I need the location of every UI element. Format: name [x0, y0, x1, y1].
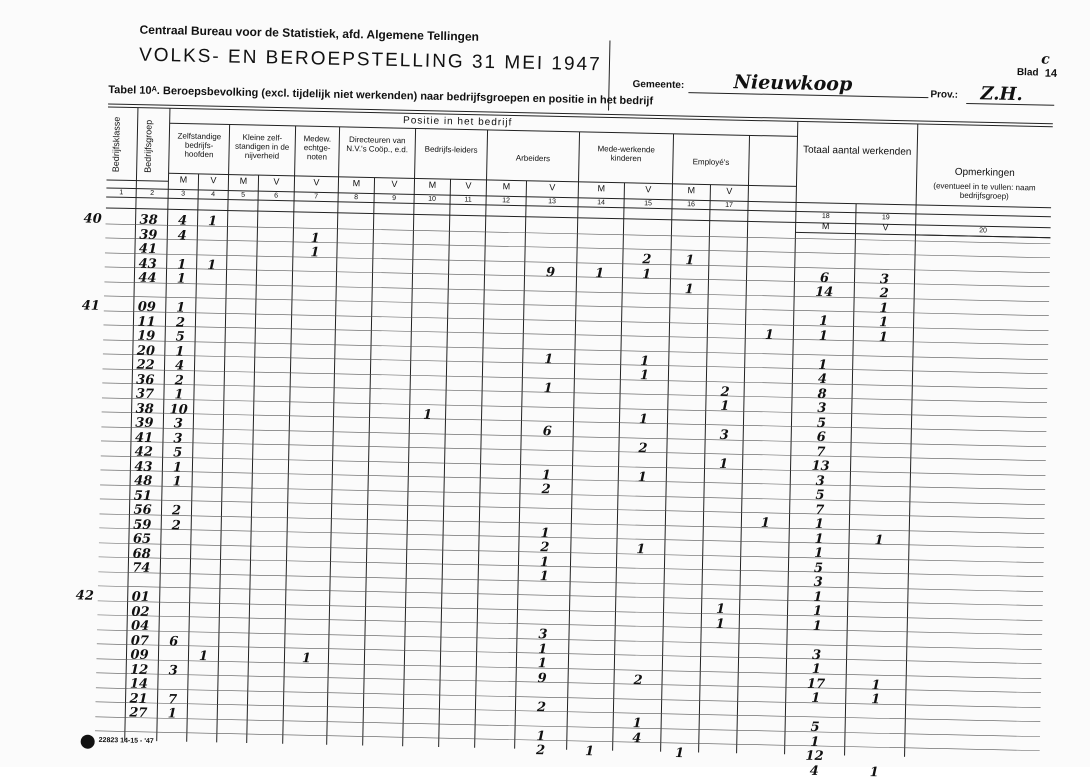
count-cell-c12: 1 — [540, 525, 550, 541]
bedrijfsgroep-value: 02 — [131, 604, 150, 620]
col-medewerkende: Mede-werkende kinderen — [597, 144, 655, 164]
table-title: Tabel 10ᴬ. Beroepsbevolking (excl. tijdelijk niet werkenden) naar bedrijfsgroepen en positie in het bedrijf — [108, 83, 654, 108]
count-cell-c10: 1 — [422, 407, 433, 423]
count-cell-c18: 5 — [810, 719, 820, 736]
col-number: 13 — [548, 198, 557, 206]
m-label: M — [179, 174, 188, 185]
count-cell-c12: 1 — [538, 641, 548, 657]
count-cell-c18: 1 — [811, 690, 821, 707]
count-cell-c13: 1 — [594, 265, 605, 281]
count-cell-c18: 1 — [813, 589, 823, 605]
count-cell-c12: 1 — [541, 467, 552, 483]
v-label: V — [882, 222, 889, 233]
count-cell-c18: 3 — [813, 574, 823, 591]
count-cell-c17: 1 — [760, 515, 771, 531]
bedrijfsgroep-value: 56 — [133, 502, 152, 518]
bedrijfsgroep-value: 12 — [130, 662, 149, 678]
count-cell-c14: 1 — [639, 368, 650, 384]
positie-header: Positie in het bedrijf — [402, 115, 513, 129]
count-cell-c18: 3 — [817, 400, 827, 417]
bedrijfsgroep-value: 65 — [132, 531, 152, 547]
count-cell-c14: 4 — [632, 730, 642, 746]
count-cell-c12: 1 — [539, 569, 549, 585]
count-cell-c17: 1 — [764, 327, 775, 343]
bedrijfsgroep-value: 20 — [136, 343, 156, 359]
data-rows — [75, 10, 1069, 780]
count-cell-c18: 13 — [811, 458, 830, 475]
count-cell-c19: 1 — [871, 677, 881, 693]
bedrijfsgroep-value: 21 — [129, 691, 148, 707]
bedrijfsgroep-value: 01 — [131, 589, 150, 605]
count-cell-c3: 3 — [168, 662, 178, 679]
col-number: 12 — [502, 197, 511, 205]
m-label: M — [428, 179, 437, 190]
bedrijfsgroep-value: 68 — [132, 546, 151, 562]
col-bedrijfsleiders: Bedrijfs-leiders — [424, 144, 478, 155]
col-number: 17 — [725, 201, 734, 210]
v-label: V — [465, 180, 472, 191]
count-cell-c12: 9 — [537, 670, 547, 686]
blad-letter: c — [1040, 51, 1050, 68]
col-number: 6 — [274, 192, 279, 200]
count-cell-c18: 1 — [818, 357, 828, 373]
count-cell-c3: 6 — [169, 633, 179, 650]
col-number: 19 — [881, 214, 890, 222]
bedrijfsklasse-value: 41 — [81, 298, 101, 314]
col-kleine: Kleine zelf-standigen in de nijverheid — [234, 132, 290, 161]
count-cell-c18: 4 — [809, 763, 819, 779]
bedrijfsgroep-value: 38 — [135, 401, 154, 417]
count-cell-c3: 1 — [176, 256, 187, 273]
m-label: M — [821, 220, 830, 232]
col-number: 8 — [354, 194, 359, 202]
bureau-line: Centraal Bureau voor de Statistiek, afd. Algemene Tellingen — [139, 22, 480, 44]
count-cell-c3: 1 — [172, 474, 182, 490]
count-cell-c18: 12 — [805, 748, 824, 765]
prov-value: Z.H. — [980, 83, 1024, 106]
col-number: 1 — [119, 189, 124, 197]
count-cell-c18: 1 — [812, 603, 823, 620]
census-form — [75, 10, 1069, 780]
count-cell-c4: 1 — [198, 649, 209, 665]
count-cell-c14: 2 — [633, 672, 643, 688]
count-cell-c18: 6 — [819, 270, 830, 286]
m-label: M — [352, 178, 361, 189]
count-cell-c3: 10 — [169, 401, 188, 418]
count-cell-c19: 3 — [879, 271, 890, 287]
col-number: 10 — [428, 195, 437, 203]
col-number: 2 — [150, 189, 155, 197]
count-cell-c18: 1 — [814, 531, 824, 547]
bedrijfsgroep-value: 04 — [130, 618, 150, 634]
count-cell-c19: 1 — [878, 315, 889, 331]
count-cell-c18: 1 — [814, 545, 824, 562]
count-cell-c14: 1 — [640, 353, 650, 369]
count-cell-c18: 1 — [810, 734, 820, 750]
count-cell-c12: 3 — [538, 627, 548, 643]
count-cell-c19: 1 — [879, 300, 889, 316]
col-number: 16 — [687, 201, 696, 209]
count-cell-c12: 1 — [539, 554, 550, 570]
count-cell-c3: 4 — [174, 358, 185, 374]
count-cell-c16: 1 — [720, 398, 730, 415]
bedrijfsgroep-value: 48 — [133, 473, 153, 489]
count-cell-c3: 1 — [175, 343, 185, 360]
count-cell-c3: 4 — [177, 213, 188, 229]
count-cell-c3: 3 — [173, 430, 183, 447]
v-label: V — [645, 184, 652, 195]
bedrijfsgroep-value: 59 — [133, 517, 152, 533]
count-cell-c12: 2 — [540, 540, 550, 556]
col-opmerkingen-sub: (eventueel in te vullen: naam bedrijfsgroep) — [933, 181, 1036, 201]
count-cell-c19: 1 — [869, 764, 879, 780]
col-medew: Medew. echtge-noten — [303, 134, 332, 162]
count-cell-c18: 6 — [816, 429, 826, 446]
bedrijfsgroep-value: 43 — [134, 459, 153, 475]
gemeente-value: Nieuwkoop — [733, 71, 853, 96]
count-cell-c14: 1 — [641, 266, 652, 282]
col-number: 9 — [392, 194, 397, 203]
count-cell-c18: 5 — [816, 415, 827, 431]
count-cell-c18: 5 — [815, 487, 825, 504]
bedrijfsgroep-value: 22 — [136, 357, 155, 374]
count-cell-c13: 1 — [584, 744, 595, 760]
m-label: M — [502, 181, 511, 192]
count-cell-c18: 5 — [813, 560, 824, 576]
count-cell-c15: 1 — [684, 282, 694, 298]
count-cell-c3: 2 — [174, 372, 184, 389]
count-cell-c19: 1 — [878, 329, 888, 345]
count-cell-c18: 1 — [814, 516, 825, 533]
count-cell-c18: 4 — [817, 371, 828, 388]
count-cell-c18: 1 — [818, 313, 829, 330]
bedrijfsklasse-value: 40 — [83, 211, 102, 227]
count-cell-c18: 8 — [817, 386, 827, 402]
count-cell-c18: 1 — [812, 618, 822, 634]
count-cell-c14: 1 — [638, 411, 649, 427]
col-number: 3 — [181, 190, 186, 198]
col-number: 7 — [314, 193, 319, 201]
count-cell-c15: 1 — [674, 745, 685, 762]
count-cell-c12: 9 — [545, 264, 556, 280]
col-number: 20 — [979, 227, 988, 235]
col-totaal: Totaal aantal werkenden — [802, 144, 912, 158]
count-cell-c14: 1 — [636, 542, 646, 558]
col-arbeiders: Arbeiders — [515, 153, 551, 164]
count-cell-c12: 2 — [541, 482, 551, 498]
col-number: 14 — [597, 199, 606, 207]
bedrijfsgroep-value: 39 — [135, 415, 154, 431]
count-cell-c14: 2 — [638, 440, 648, 456]
bedrijfsgroep-value: 39 — [139, 227, 158, 243]
count-cell-c3: 3 — [173, 416, 184, 432]
count-cell-c16: 1 — [718, 456, 729, 473]
count-cell-c12: 1 — [537, 656, 548, 672]
count-cell-c7: 1 — [310, 230, 320, 246]
count-cell-c3: 5 — [173, 445, 183, 461]
col-number: 18 — [821, 212, 830, 221]
v-label: V — [210, 175, 217, 186]
count-cell-c12: 1 — [536, 728, 546, 744]
col-bedrijfsgroep: Bedrijfsgroep — [142, 119, 154, 173]
count-cell-c14: 2 — [642, 252, 652, 268]
col-number: 15 — [644, 200, 653, 208]
count-cell-c14: 1 — [632, 716, 642, 732]
col-number: 11 — [464, 196, 472, 204]
count-cell-c16: 2 — [720, 384, 730, 400]
col-opmerkingen: Opmerkingen — [954, 166, 1015, 179]
count-cell-c18: 1 — [818, 328, 829, 344]
col-number: 4 — [211, 191, 216, 199]
count-cell-c7: 1 — [310, 245, 320, 261]
count-cell-c12: 2 — [536, 699, 547, 715]
bedrijfsgroep-value: 37 — [135, 386, 155, 403]
page-title: VOLKS- EN BEROEPSTELLING 31 MEI 1947 — [138, 44, 602, 76]
count-cell-c7: 1 — [301, 651, 312, 667]
count-cell-c12: 6 — [542, 424, 552, 440]
col-number: 5 — [241, 191, 246, 199]
blad-number: 14 — [1044, 67, 1058, 80]
bedrijfsgroep-value: 44 — [138, 270, 157, 287]
v-label: V — [726, 185, 733, 197]
m-label: M — [597, 183, 606, 194]
form-code: 22823 14-15 - '47 — [98, 736, 154, 746]
gemeente-label: Gemeente: — [632, 78, 685, 92]
count-cell-c3: 2 — [171, 517, 181, 534]
bedrijfsgroep-value: 09 — [130, 647, 149, 663]
count-cell-c12: 1 — [544, 351, 554, 367]
count-cell-c3: 1 — [174, 387, 184, 403]
count-cell-c18: 3 — [815, 473, 825, 489]
count-cell-c18: 7 — [816, 444, 826, 460]
col-directeuren: Directeuren van N.V.'s Coöp., e.d. — [346, 135, 409, 155]
v-label: V — [273, 176, 280, 187]
count-cell-c19: 2 — [879, 286, 889, 302]
bedrijfsgroep-value: 42 — [134, 444, 153, 460]
count-cell-c4: 1 — [206, 257, 217, 273]
count-cell-c19: 1 — [874, 532, 884, 548]
count-cell-c3: 1 — [176, 271, 187, 287]
bedrijfsgroep-value: 51 — [133, 488, 153, 504]
bedrijfsgroep-value: 36 — [136, 372, 155, 388]
bedrijfsgroep-value: 09 — [137, 299, 157, 316]
bedrijfsgroep-value: 11 — [137, 314, 156, 330]
count-cell-c18: 7 — [814, 502, 825, 518]
count-cell-c3: 1 — [167, 706, 177, 722]
bedrijfsklasse-value: 42 — [75, 588, 94, 604]
count-cell-c18: 3 — [811, 647, 822, 663]
m-label: M — [239, 175, 248, 186]
v-label: V — [549, 182, 556, 193]
count-cell-c16: 3 — [719, 427, 729, 444]
printer-logo-icon — [81, 735, 95, 749]
count-cell-c18: 14 — [815, 284, 834, 301]
prov-label: Prov.: — [930, 89, 959, 101]
col-zelfstandige: Zelfstandige bedrijfs-hoofden — [177, 131, 222, 160]
count-cell-c3: 1 — [176, 300, 186, 316]
count-cell-c16: 1 — [715, 616, 725, 632]
bedrijfsgroep-value: 27 — [129, 705, 148, 721]
count-cell-c18: 17 — [806, 676, 826, 692]
count-cell-c3: 4 — [177, 227, 187, 244]
count-cell-c16: 1 — [715, 601, 726, 618]
count-cell-c4: 1 — [207, 214, 218, 230]
count-cell-c3: 1 — [172, 459, 183, 476]
bedrijfsgroep-value: 74 — [132, 560, 151, 576]
count-cell-c18: 1 — [811, 661, 822, 678]
count-cell-c3: 2 — [171, 503, 182, 519]
v-label: V — [313, 177, 320, 188]
bedrijfsgroep-value: 38 — [139, 212, 158, 229]
bedrijfsgroep-value: 41 — [138, 241, 158, 258]
col-employes: Employé's — [692, 157, 730, 168]
v-label: V — [391, 178, 398, 190]
blad-label: Blad — [1016, 67, 1039, 79]
count-cell-c3: 5 — [175, 329, 185, 345]
col-bedrijfsklasse: Bedrijfsklasse — [110, 116, 122, 173]
bedrijfsgroep-value: 07 — [130, 633, 150, 649]
count-cell-c19: 1 — [871, 692, 881, 708]
m-label: M — [687, 185, 696, 196]
count-cell-c12: 2 — [535, 743, 546, 759]
bedrijfsgroep-value: 43 — [138, 256, 157, 272]
count-cell-c3: 7 — [167, 691, 178, 708]
bedrijfsgroep-value: 41 — [134, 430, 154, 446]
bedrijfsgroep-value: 19 — [137, 328, 156, 345]
bedrijfsgroep-value: 14 — [129, 676, 149, 692]
count-cell-c3: 2 — [175, 314, 186, 331]
count-cell-c12: 1 — [543, 380, 553, 396]
count-cell-c14: 1 — [637, 469, 648, 485]
count-cell-c15: 1 — [685, 253, 695, 269]
